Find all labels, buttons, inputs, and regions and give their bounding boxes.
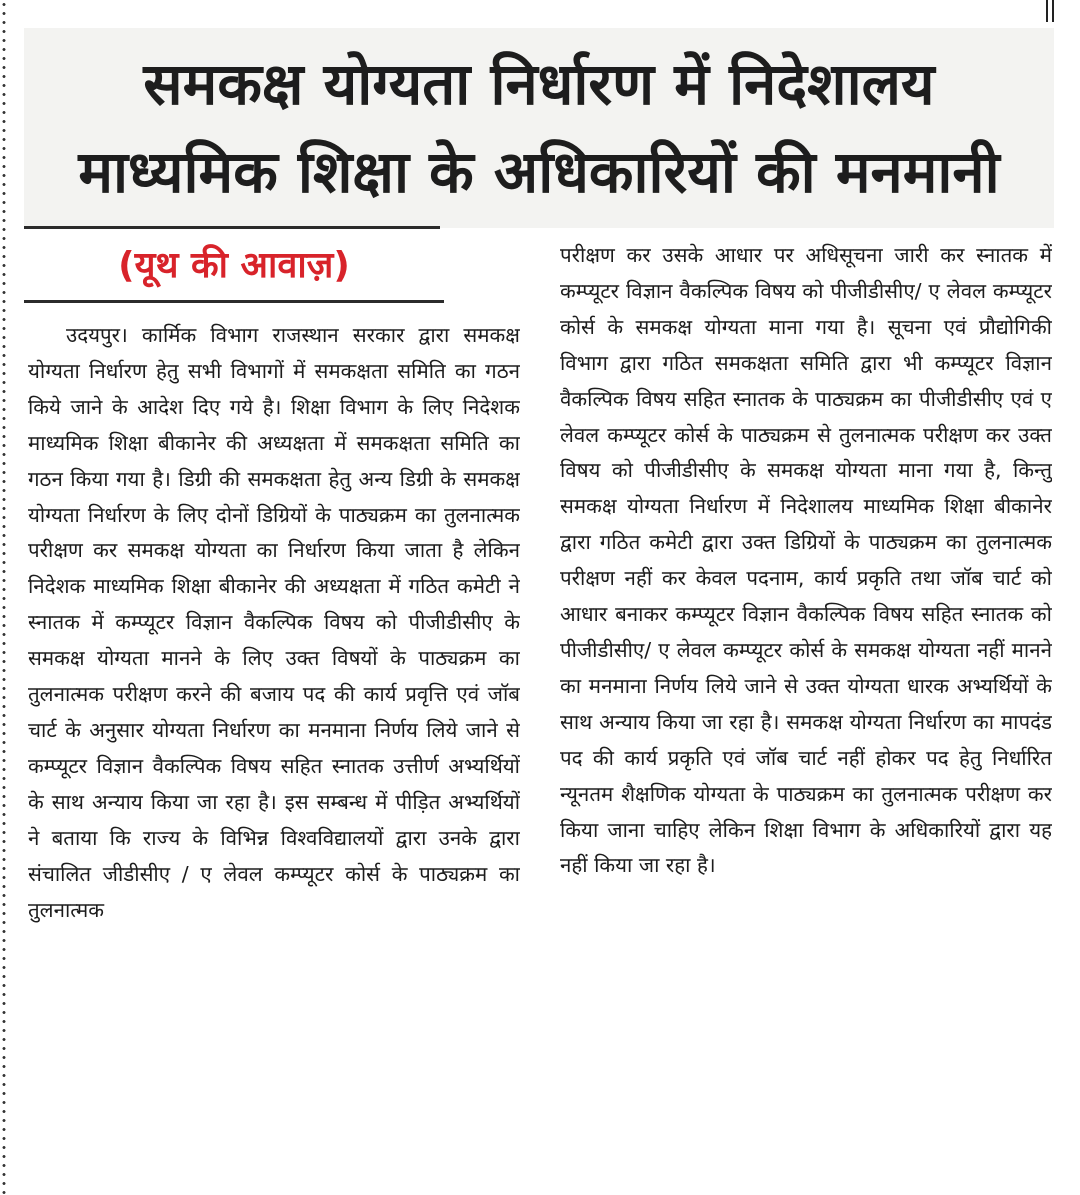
- article-paragraph-2: [560, 238, 1052, 884]
- byline-rule-top: [24, 226, 440, 229]
- column-2-text: परीक्षण कर उसके आधार पर अधिसूचना जारी कर स्नातक में कम्प्यूटर विज्ञान वैकल्पिक विषय को पीजीडीसीए/ ए लेवल कम्प्यूटर कोर्स के समकक्ष योग्यता माना गया है। सूचना एवं प्रौद्योगिकी विभाग द्वारा गठित समकक्षता समिति द्वारा भी कम्प्यूटर विज्ञान वैकल्पिक विषय सहित स्नातक के पाठ्यक्रम का पीजीडीसीए एवं ए लेवल कम्प्यूटर कोर्स के पाठ्यक्रम से तुलनात्मक परीक्षण कर उक्त विषय को पीजीडीसीए के समकक्ष योग्यता माना गया है, किन्तु समकक्ष योग्यता निर्धारण में निदेशालय माध्यमिक शिक्षा बीकानेर द्वारा गठित कमेटी द्वारा उक्त डिग्रियों के पाठ्यक्रम का तुलनात्मक परीक्षण नहीं कर केवल पदनाम, कार्य प्रकृति तथा जॉब चार्ट को आधार बनाकर कम्प्यूटर विज्ञान वैकल्पिक विषय सहित स्नातक को पीजीडीसीए/ ए लेवल कम्प्यूटर कोर्स के समकक्ष योग्यता नहीं मानने का मनमाना निर्णय लिये जाने से उक्त योग्यता धारक अभ्यर्थियों के साथ अन्याय किया जा रहा है। समकक्ष योग्यता निर्धारण का मापदंड पद की कार्य प्रकृति एवं जॉब चार्ट नहीं होकर पद हेतु निर्धारित न्यूनतम शैक्षणिक योग्यता के पाठ्यक्रम का तुलनात्मक परीक्षण कर किया जाना चाहिए लेकिन शिक्षा विभाग के अधिकारियों द्वारा यह नहीं किया जा रहा है।: [560, 243, 1052, 878]
- headline-line-1: समकक्ष योग्यता निर्धारण में निदेशालय: [143, 50, 935, 118]
- headline-line-2: माध्यमिक शिक्षा के अधिकारियों की मनमानी: [78, 138, 1000, 206]
- article-column-1: [28, 318, 520, 1186]
- dotted-cut-border: [2, 0, 6, 1195]
- byline: (यूथ की आवाज़): [118, 245, 350, 286]
- column-1-text: उदयपुर। कार्मिक विभाग राजस्थान सरकार द्वारा समकक्ष योग्यता निर्धारण हेतु सभी विभागों में समकक्षता समिति का गठन किये जाने के आदेश दिए गये है। शिक्षा विभाग के लिए निदेशक माध्यमिक शिक्षा बीकानेर की अध्यक्षता में समकक्षता समिति का गठन किया गया है। डिग्री की समकक्षता हेतु अन्य डिग्री के समकक्ष योग्यता निर्धारण के लिए दोनों डिग्रियों के पाठ्यक्रम का तुलनात्मक परीक्षण कर समकक्ष योग्यता का निर्धारण किया जाता है लेकिन निदेशक माध्यमिक शिक्षा बीकानेर की अध्यक्षता में गठित कमेटी ने स्नातक में कम्प्यूटर विज्ञान वैकल्पिक विषय को पीजीडीसीए के समकक्ष योग्यता मानने के लिए उक्त विषयों के पाठ्यक्रम का तुलनात्मक परीक्षण करने की बजाय पद की कार्य प्रवृत्ति एवं जॉब चार्ट के अनुसार योग्यता निर्धारण का मनमाना निर्णय लिये जाने से कम्प्यूटर विज्ञान वैकल्पिक विषय सहित स्नातक उत्तीर्ण अभ्यर्थियों के साथ अन्याय किया जा रहा है। इस सम्बन्ध में पीड़ित अभ्यर्थियों ने बताया कि राज्य के विभिन्न विश्वविद्यालयों द्वारा उनके द्वारा संचालित जीडीसीए / ए लेवल कम्प्यूटर कोर्स के पाठ्यक्रम का तुलनात्मक: [28, 323, 520, 922]
- byline-rule-bottom: [24, 300, 444, 303]
- headline-block: [24, 28, 1054, 228]
- column-bars-decoration: [1046, 0, 1056, 22]
- article-paragraph-1: [28, 318, 520, 928]
- article-column-2: [560, 238, 1052, 1158]
